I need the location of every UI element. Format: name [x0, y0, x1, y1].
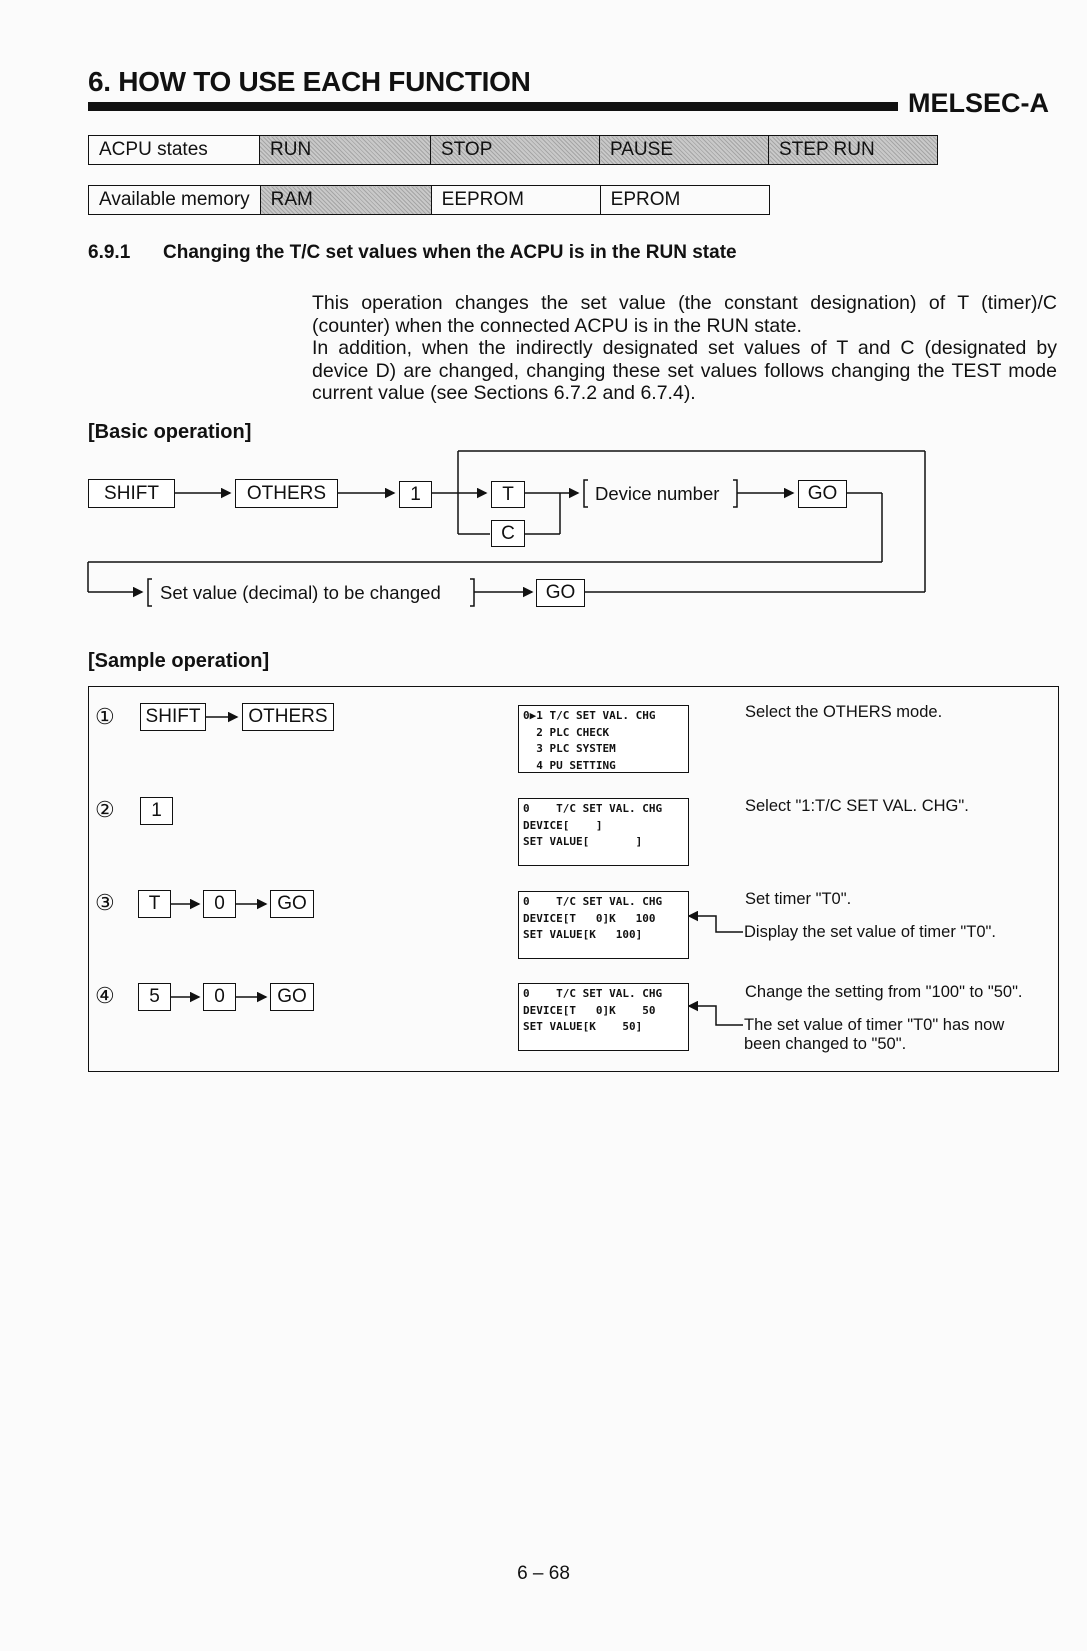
lcd-line: 0▶1 T/C SET VAL. CHG	[523, 709, 656, 722]
step-2-marker: ②	[95, 797, 115, 822]
step-1-lcd	[518, 705, 689, 773]
step-3-go-key: GO	[270, 890, 314, 918]
basic-t-key: T	[491, 481, 525, 508]
step-4-marker: ④	[95, 983, 115, 1008]
basic-c-key: C	[491, 520, 525, 547]
lcd-line: DEVICE[ ]	[523, 818, 603, 832]
step-3-t-key: T	[138, 890, 171, 918]
lcd-line: 3 PLC SYSTEM	[523, 742, 616, 755]
step-2-one-key: 1	[140, 797, 173, 825]
step-3-lcd	[518, 891, 689, 959]
step-4-lcd	[518, 983, 689, 1051]
step-3-desc-2: Display the set value of timer "T0".	[744, 923, 996, 941]
memory-ram: RAM	[260, 186, 431, 215]
step-3-marker: ③	[95, 890, 115, 915]
state-step-run: STEP RUN	[769, 136, 938, 165]
brand-label: MELSEC-A	[908, 88, 1049, 118]
memory-eeprom: EEPROM	[431, 186, 600, 215]
lcd-line: DEVICE[T 0]K 50	[523, 1003, 656, 1017]
state-run: RUN	[260, 136, 431, 165]
step-4-desc-1: Change the setting from "100" to "50".	[745, 983, 1023, 1001]
lcd-line: 4 PU SETTING	[523, 758, 616, 772]
step-4-five-key: 5	[138, 983, 171, 1011]
step-2-desc: Select "1:T/C SET VAL. CHG".	[745, 797, 969, 815]
step-1-marker: ①	[95, 704, 115, 729]
acpu-states-label: ACPU states	[89, 136, 260, 165]
basic-go-key-1: GO	[798, 480, 847, 508]
lcd-line: 0 T/C SET VAL. CHG	[523, 802, 663, 815]
page-number: 6 – 68	[517, 1563, 570, 1584]
intro-text-1: This operation changes the set value (the constant designation) of T (timer)/C (counter) when the connected ACPU is in the RUN state.	[312, 292, 1057, 337]
sample-operation-heading: [Sample operation]	[88, 650, 270, 672]
lcd-line: 2 PLC CHECK	[523, 725, 610, 739]
state-pause: PAUSE	[600, 136, 769, 165]
step-4-zero-key: 0	[203, 983, 236, 1011]
basic-others-key: OTHERS	[235, 479, 338, 508]
device-number-label: Device number	[595, 483, 720, 504]
lcd-line: SET VALUE[K 100]	[523, 928, 643, 941]
step-3-desc-1: Set timer "T0".	[745, 890, 852, 908]
basic-shift-key: SHIFT	[88, 479, 175, 508]
state-stop: STOP	[431, 136, 600, 165]
section-number: 6.9.1	[88, 242, 131, 263]
step-1-desc: Select the OTHERS mode.	[745, 703, 943, 721]
lcd-line: 0 T/C SET VAL. CHG	[523, 895, 663, 908]
step-4-go-key: GO	[270, 983, 314, 1011]
set-value-label: Set value (decimal) to be changed	[160, 582, 441, 603]
step-4-desc-2: The set value of timer "T0" has now	[744, 1016, 1005, 1034]
lcd-line: 0 T/C SET VAL. CHG	[523, 987, 663, 1000]
memory-label: Available memory	[89, 186, 261, 215]
step-1-others-key: OTHERS	[242, 703, 334, 731]
step-4-desc-3: been changed to "50".	[744, 1035, 907, 1053]
lcd-line: DEVICE[T 0]K 100	[523, 911, 656, 925]
step-3-zero-key: 0	[203, 890, 236, 918]
intro-text-2: In addition, when the indirectly designated set values of T and C (designated by device D) are changed, changing these set values follows changing the TEST mode current value (see Sections 6.7.2 and 6.7.4).	[312, 337, 1057, 404]
basic-go-key-2: GO	[536, 579, 585, 607]
basic-one-key: 1	[399, 481, 432, 508]
lcd-line: SET VALUE[K 50]	[523, 1020, 643, 1033]
chapter-title: 6. HOW TO USE EACH FUNCTION	[88, 66, 531, 97]
step-2-lcd	[518, 798, 689, 866]
step-1-shift-key: SHIFT	[140, 703, 206, 731]
basic-operation-heading: [Basic operation]	[88, 421, 252, 443]
lcd-line: SET VALUE[ ]	[523, 835, 643, 848]
memory-eprom: EPROM	[600, 186, 769, 215]
section-title: Changing the T/C set values when the ACPU is in the RUN state	[163, 242, 737, 263]
